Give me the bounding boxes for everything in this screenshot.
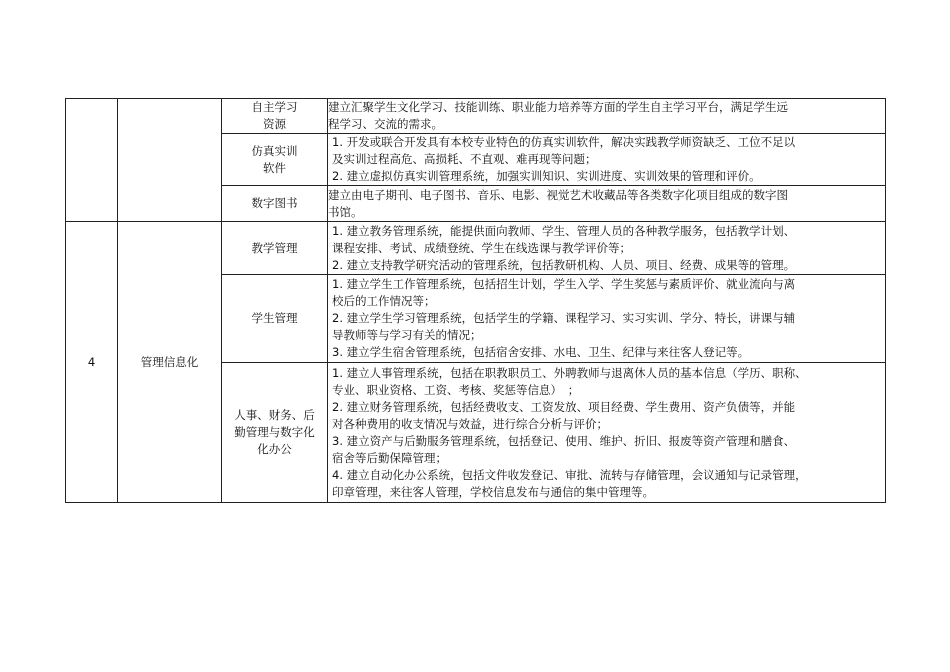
table-row: [66, 99, 886, 134]
description-line: 2. 建立学生学习管理系统，包括学生的学籍、课程学习、实习实训、学分、特长，讲课与辅: [332, 311, 796, 325]
description-line: 及实训过程高危、高损耗、不直观、难再现等问题；: [332, 152, 597, 166]
description-line: 3. 建立学生宿舍管理系统，包括宿舍安排、水电、卫生、纪律与来往客人登记等。: [332, 345, 750, 359]
description-line: 课程安排、考试、成绩登统、学生在线选课与教学评价等；: [332, 240, 631, 255]
subcategory-line: 学生管理: [251, 311, 298, 325]
description-line: 4. 建立自动化办公系统，包括文件收发登记、审批、流转与存储管理，会议通知与记录管理，: [332, 467, 807, 482]
subcategory-line: 资源: [263, 117, 286, 131]
table-row: [66, 222, 886, 275]
subcategory-line: 仿真实训: [251, 143, 298, 158]
subcategory-line: 自主学习: [251, 100, 298, 114]
list-item: [328, 134, 885, 168]
description-line: 书馆。: [328, 204, 363, 219]
subcategory-cell: [222, 222, 328, 275]
description-line: 导教师等与学习有关的情况；: [332, 328, 482, 342]
subcategory-line: 数字图书: [251, 196, 298, 210]
list-item: [328, 276, 885, 310]
description-line: 2. 建立财务管理系统，包括经费收支、工资发放、项目经费、学生费用、资产负债等，并能: [332, 399, 796, 414]
list-item: [328, 223, 885, 257]
subcategory-line: 人事、财务、后: [234, 408, 315, 422]
description-line: 2. 建立支持教学研究活动的管理系统，包括教研机构、人员、项目、经费、成果等的管理。: [332, 257, 796, 272]
description-line: 对各种费用的收支情况与效益，进行综合分析与评价；: [332, 416, 608, 431]
list-item: [328, 310, 885, 344]
list-item: [328, 257, 885, 274]
subcategory-line: 软件: [263, 160, 286, 175]
description-cell: [328, 134, 886, 186]
list-item: [328, 467, 885, 501]
list-item: [328, 365, 885, 399]
description-cell: [328, 186, 886, 222]
description-cell: [328, 363, 886, 503]
subcategory-line: 化办公: [257, 442, 292, 456]
category-cell: 管理信息化: [118, 222, 222, 503]
description-line: 建立由电子期刊、电子图书、音乐、电影、视觉艺术收藏品等各类数字化项目组成的数字图: [328, 187, 788, 202]
description-line: 专业、职业资格、工资、考核、奖惩等信息） ；: [332, 382, 580, 397]
description-line: 2. 建立虚拟仿真实训管理系统，加强实训知识、实训进度、实训效果的管理和评价。: [332, 169, 761, 183]
category-cell: [118, 99, 222, 222]
list-item: [328, 433, 885, 467]
description-line: 1. 建立教务管理系统，能提供面向教师、学生、管理人员的各种教学服务，包括教学计划、: [332, 223, 796, 238]
description-line: 1. 开发或联合开发具有本校专业特色的仿真实训软件，解决实践教学师资缺乏、工位不足以: [332, 135, 796, 149]
list-item: [328, 168, 885, 185]
description-line: 建立汇聚学生文化学习、技能训练、职业能力培养等方面的学生自主学习平台，满足学生远: [328, 100, 788, 114]
description-line: 3. 建立资产与后勤服务管理系统，包括登记、使用、维护、折旧、报废等资产管理和膳食、: [332, 433, 796, 448]
description-line: 1. 建立学生工作管理系统，包括招生计划，学生入学、学生奖惩与素质评价、就业流向与离: [332, 277, 796, 291]
list-item: [328, 344, 885, 361]
subcategory-line: 教学管理: [251, 240, 298, 255]
description-cell: [328, 99, 886, 134]
description-line: 1. 建立人事管理系统，包括在职教职员工、外聘教师与退离休人员的基本信息（学历、职称、: [332, 365, 807, 380]
list-item: [328, 399, 885, 433]
row-number-cell: 4: [66, 222, 118, 503]
description-line: 程学习、交流的需求。: [328, 117, 443, 131]
description-cell: [328, 222, 886, 275]
subcategory-cell: [222, 363, 328, 503]
subcategory-cell: [222, 134, 328, 186]
row-number-cell: [66, 99, 118, 222]
subcategory-cell: [222, 186, 328, 222]
description-cell: [328, 275, 886, 363]
description-line: 校后的工作情况等；: [332, 294, 436, 308]
content-table: [65, 98, 886, 503]
subcategory-cell: [222, 99, 328, 134]
subcategory-cell: [222, 275, 328, 363]
subcategory-line: 勤管理与数字化: [234, 425, 315, 439]
description-line: 印章管理，来往客人管理，学校信息发布与通信的集中管理等。: [332, 484, 654, 499]
description-line: 宿舍等后勤保障管理；: [332, 450, 447, 465]
